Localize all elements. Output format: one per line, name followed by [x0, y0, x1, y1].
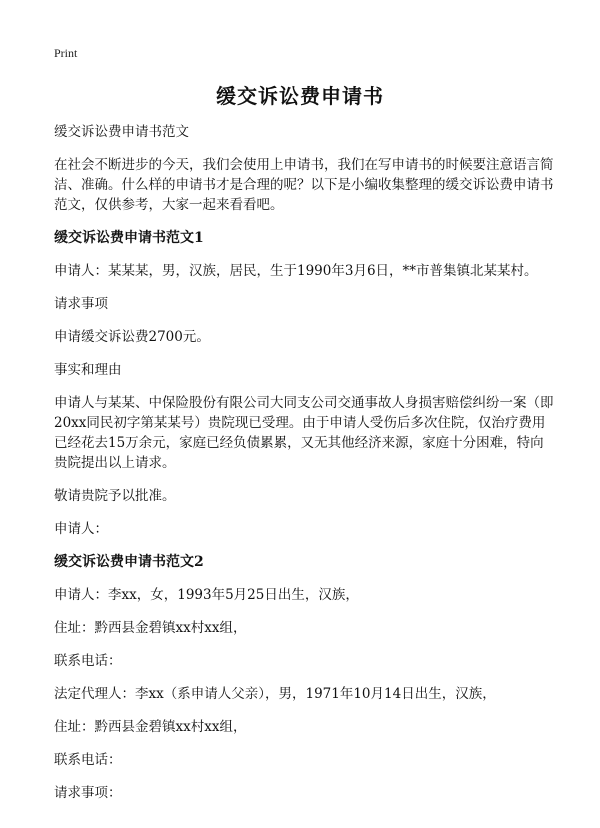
- page-title: 缓交诉讼费申请书: [216, 84, 384, 108]
- section1-applicant: 申请人：某某某，男，汉族，居民，生于1990年3月6日，**市普集镇北某某村。: [54, 263, 538, 279]
- section2-applicant: 申请人：李xx，女，1993年5月25日出生，汉族，: [54, 587, 359, 603]
- section1-facts-heading: 事实和理由: [54, 362, 122, 378]
- print-link[interactable]: Print: [54, 46, 78, 60]
- document-subtitle: 缓交诉讼费申请书范文: [54, 124, 189, 140]
- section1-closing: 敬请贵院予以批准。: [54, 488, 176, 504]
- section2-heading: 缓交诉讼费申请书范文2: [54, 554, 204, 570]
- intro-paragraph: 在社会不断进步的今天，我们会使用上申请书，我们在写申请书的时候要注意语言简洁、准确。什么样的申请书才是合理的呢？以下是小编收集整理的缓交诉讼费申请书范文，仅供参考，大家一起来看看吧。: [54, 157, 554, 213]
- section1-signature: 申请人：: [54, 521, 108, 537]
- section2-agent: 法定代理人：李xx（系申请人父亲），男，1971年10月14日出生，汉族，: [54, 686, 496, 702]
- section2-phone: 联系电话：: [54, 653, 122, 669]
- section1-facts: 申请人与某某、中保险股份有限公司大同支公司交通事故人身损害赔偿纠纷一案（即20xx同民初字第某某号）贵院现已受理。由于申请人受伤后多次住院，仅治疗费用已经花去15万余元，家庭已经负债累累，又无其他经济来源，家庭十分困难，特向贵院提出以上请求。: [54, 395, 554, 471]
- section1-heading: 缓交诉讼费申请书范文1: [54, 230, 204, 246]
- section1-request: 申请缓交诉讼费2700元。: [54, 329, 210, 345]
- section1-request-heading: 请求事项: [54, 296, 108, 312]
- section2-request-heading: 请求事项：: [54, 785, 122, 801]
- document-body: [54, 122, 554, 816]
- section2-agent-phone: 联系电话：: [54, 752, 122, 768]
- section2-agent-address: 住址：黔西县金碧镇xx村xx组，: [54, 719, 247, 735]
- section2-address: 住址：黔西县金碧镇xx村xx组，: [54, 620, 247, 636]
